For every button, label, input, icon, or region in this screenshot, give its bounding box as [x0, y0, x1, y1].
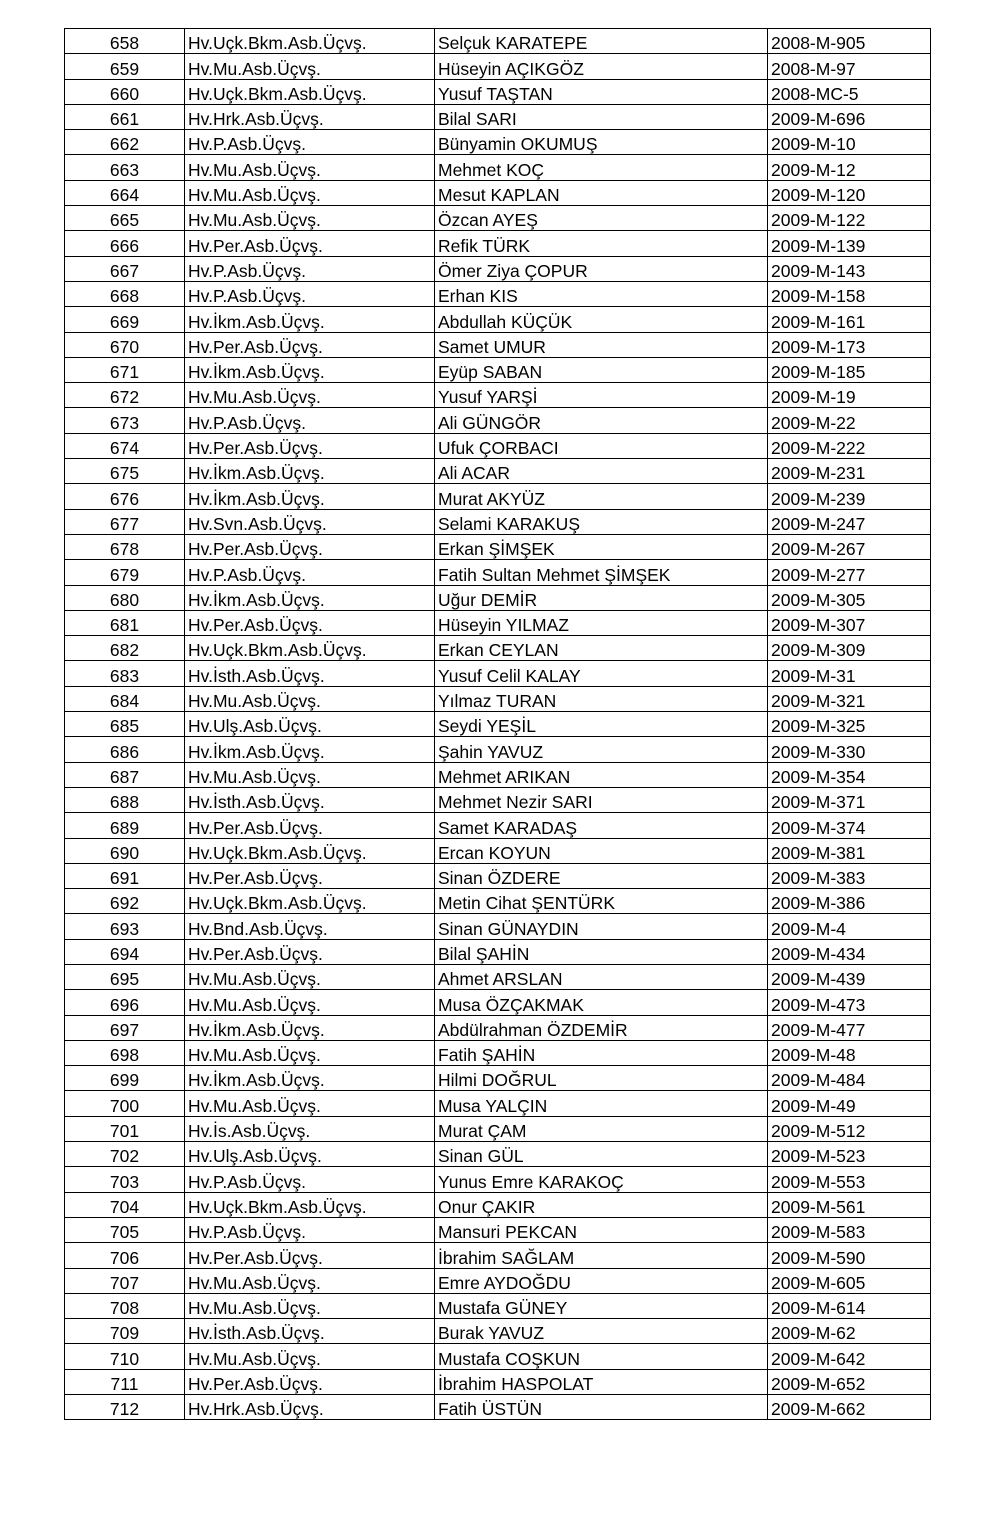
table-row: [65, 889, 931, 914]
name-cell: Samet KARADAŞ: [435, 813, 768, 838]
code-cell: 2009-M-325: [768, 712, 931, 737]
unit-cell: Hv.Per.Asb.Üçvş.: [185, 863, 435, 888]
row-number: 658: [65, 29, 185, 54]
code-cell: 2009-M-122: [768, 206, 931, 231]
name-cell: Mansuri PEKCAN: [435, 1217, 768, 1242]
name-cell: Fatih ÜSTÜN: [435, 1395, 768, 1420]
code-cell: 2008-M-905: [768, 29, 931, 54]
unit-cell: Hv.Mu.Asb.Üçvş.: [185, 686, 435, 711]
name-cell: Musa YALÇIN: [435, 1091, 768, 1116]
table-row: [65, 357, 931, 382]
unit-cell: Hv.Bnd.Asb.Üçvş.: [185, 914, 435, 939]
row-number: 695: [65, 964, 185, 989]
table-row: [65, 1015, 931, 1040]
name-cell: Murat AKYÜZ: [435, 484, 768, 509]
unit-cell: Hv.Mu.Asb.Üçvş.: [185, 964, 435, 989]
name-cell: Refik TÜRK: [435, 231, 768, 256]
unit-cell: Hv.Per.Asb.Üçvş.: [185, 332, 435, 357]
unit-cell: Hv.Per.Asb.Üçvş.: [185, 231, 435, 256]
table-row: [65, 560, 931, 585]
document-page: [64, 28, 930, 1420]
name-cell: Erkan ŞİMŞEK: [435, 534, 768, 559]
code-cell: 2009-M-371: [768, 787, 931, 812]
name-cell: Mehmet ARIKAN: [435, 762, 768, 787]
unit-cell: Hv.İsth.Asb.Üçvş.: [185, 661, 435, 686]
table-row: [65, 79, 931, 104]
unit-cell: Hv.İsth.Asb.Üçvş.: [185, 787, 435, 812]
table-row: [65, 332, 931, 357]
code-cell: 2009-M-239: [768, 484, 931, 509]
unit-cell: Hv.P.Asb.Üçvş.: [185, 408, 435, 433]
unit-cell: Hv.Uçk.Bkm.Asb.Üçvş.: [185, 1192, 435, 1217]
unit-cell: Hv.Per.Asb.Üçvş.: [185, 610, 435, 635]
code-cell: 2009-M-143: [768, 256, 931, 281]
unit-cell: Hv.Uçk.Bkm.Asb.Üçvş.: [185, 636, 435, 661]
row-number: 685: [65, 712, 185, 737]
table-row: [65, 990, 931, 1015]
unit-cell: Hv.Uçk.Bkm.Asb.Üçvş.: [185, 838, 435, 863]
row-number: 708: [65, 1293, 185, 1318]
table-row: [65, 686, 931, 711]
unit-cell: Hv.P.Asb.Üçvş.: [185, 130, 435, 155]
row-number: 665: [65, 206, 185, 231]
code-cell: 2009-M-662: [768, 1395, 931, 1420]
code-cell: 2009-M-330: [768, 737, 931, 762]
row-number: 696: [65, 990, 185, 1015]
unit-cell: Hv.Per.Asb.Üçvş.: [185, 433, 435, 458]
code-cell: 2009-M-309: [768, 636, 931, 661]
table-row: [65, 1344, 931, 1369]
code-cell: 2009-M-652: [768, 1369, 931, 1394]
name-cell: Hüseyin AÇIKGÖZ: [435, 54, 768, 79]
unit-cell: Hv.Mu.Asb.Üçvş.: [185, 180, 435, 205]
row-number: 667: [65, 256, 185, 281]
name-cell: Selçuk KARATEPE: [435, 29, 768, 54]
code-cell: 2009-M-158: [768, 281, 931, 306]
name-cell: Mustafa GÜNEY: [435, 1293, 768, 1318]
name-cell: Murat ÇAM: [435, 1116, 768, 1141]
table-row: [65, 408, 931, 433]
row-number: 711: [65, 1369, 185, 1394]
unit-cell: Hv.İkm.Asb.Üçvş.: [185, 1066, 435, 1091]
code-cell: 2009-M-22: [768, 408, 931, 433]
row-number: 705: [65, 1217, 185, 1242]
row-number: 702: [65, 1142, 185, 1167]
name-cell: Sinan GÜL: [435, 1142, 768, 1167]
row-number: 692: [65, 889, 185, 914]
name-cell: Bünyamin OKUMUŞ: [435, 130, 768, 155]
name-cell: Emre AYDOĞDU: [435, 1268, 768, 1293]
name-cell: Abdullah KÜÇÜK: [435, 307, 768, 332]
row-number: 687: [65, 762, 185, 787]
row-number: 662: [65, 130, 185, 155]
table-row: [65, 1268, 931, 1293]
unit-cell: Hv.Hrk.Asb.Üçvş.: [185, 1395, 435, 1420]
code-cell: 2009-M-583: [768, 1217, 931, 1242]
unit-cell: Hv.Uçk.Bkm.Asb.Üçvş.: [185, 29, 435, 54]
table-row: [65, 1142, 931, 1167]
table-row: [65, 1192, 931, 1217]
name-cell: Yusuf Celil KALAY: [435, 661, 768, 686]
name-cell: Sinan ÖZDERE: [435, 863, 768, 888]
code-cell: 2009-M-48: [768, 1040, 931, 1065]
name-cell: Fatih Sultan Mehmet ŞİMŞEK: [435, 560, 768, 585]
name-cell: Özcan AYEŞ: [435, 206, 768, 231]
code-cell: 2009-M-484: [768, 1066, 931, 1091]
unit-cell: Hv.Mu.Asb.Üçvş.: [185, 383, 435, 408]
unit-cell: Hv.Mu.Asb.Üçvş.: [185, 1293, 435, 1318]
name-cell: Mustafa COŞKUN: [435, 1344, 768, 1369]
code-cell: 2009-M-696: [768, 104, 931, 129]
row-number: 677: [65, 509, 185, 534]
table-row: [65, 155, 931, 180]
row-number: 676: [65, 484, 185, 509]
unit-cell: Hv.P.Asb.Üçvş.: [185, 1217, 435, 1242]
code-cell: 2009-M-354: [768, 762, 931, 787]
code-cell: 2009-M-381: [768, 838, 931, 863]
name-cell: Eyüp SABAN: [435, 357, 768, 382]
name-cell: Yılmaz TURAN: [435, 686, 768, 711]
table-row: [65, 307, 931, 332]
row-number: 706: [65, 1243, 185, 1268]
name-cell: Selami KARAKUŞ: [435, 509, 768, 534]
table-row: [65, 1066, 931, 1091]
row-number: 700: [65, 1091, 185, 1116]
code-cell: 2009-M-523: [768, 1142, 931, 1167]
row-number: 684: [65, 686, 185, 711]
table-row: [65, 534, 931, 559]
unit-cell: Hv.Ulş.Asb.Üçvş.: [185, 1142, 435, 1167]
code-cell: 2009-M-439: [768, 964, 931, 989]
row-number: 709: [65, 1319, 185, 1344]
table-row: [65, 29, 931, 54]
table-row: [65, 130, 931, 155]
row-number: 674: [65, 433, 185, 458]
row-number: 671: [65, 357, 185, 382]
table-row: [65, 459, 931, 484]
code-cell: 2009-M-477: [768, 1015, 931, 1040]
code-cell: 2009-M-139: [768, 231, 931, 256]
code-cell: 2009-M-614: [768, 1293, 931, 1318]
table-row: [65, 1091, 931, 1116]
row-number: 668: [65, 281, 185, 306]
row-number: 663: [65, 155, 185, 180]
row-number: 673: [65, 408, 185, 433]
code-cell: 2009-M-434: [768, 939, 931, 964]
name-cell: Mehmet KOÇ: [435, 155, 768, 180]
code-cell: 2009-M-321: [768, 686, 931, 711]
table-row: [65, 256, 931, 281]
table-row: [65, 737, 931, 762]
unit-cell: Hv.Uçk.Bkm.Asb.Üçvş.: [185, 889, 435, 914]
name-cell: Burak YAVUZ: [435, 1319, 768, 1344]
unit-cell: Hv.Mu.Asb.Üçvş.: [185, 54, 435, 79]
table-row: [65, 1369, 931, 1394]
code-cell: 2009-M-173: [768, 332, 931, 357]
name-cell: Erhan KIS: [435, 281, 768, 306]
row-number: 698: [65, 1040, 185, 1065]
table-row: [65, 104, 931, 129]
unit-cell: Hv.İkm.Asb.Üçvş.: [185, 459, 435, 484]
name-cell: Sinan GÜNAYDIN: [435, 914, 768, 939]
personnel-table: [64, 28, 931, 1420]
unit-cell: Hv.Mu.Asb.Üçvş.: [185, 155, 435, 180]
name-cell: Abdülrahman ÖZDEMİR: [435, 1015, 768, 1040]
unit-cell: Hv.İkm.Asb.Üçvş.: [185, 484, 435, 509]
unit-cell: Hv.Mu.Asb.Üçvş.: [185, 1344, 435, 1369]
name-cell: Mesut KAPLAN: [435, 180, 768, 205]
name-cell: Seydi YEŞİL: [435, 712, 768, 737]
code-cell: 2009-M-473: [768, 990, 931, 1015]
name-cell: Bilal SARI: [435, 104, 768, 129]
table-row: [65, 712, 931, 737]
row-number: 697: [65, 1015, 185, 1040]
unit-cell: Hv.Ulş.Asb.Üçvş.: [185, 712, 435, 737]
code-cell: 2009-M-642: [768, 1344, 931, 1369]
table-row: [65, 484, 931, 509]
code-cell: 2009-M-12: [768, 155, 931, 180]
name-cell: Fatih ŞAHİN: [435, 1040, 768, 1065]
unit-cell: Hv.Per.Asb.Üçvş.: [185, 813, 435, 838]
table-row: [65, 914, 931, 939]
table-row: [65, 939, 931, 964]
unit-cell: Hv.İkm.Asb.Üçvş.: [185, 1015, 435, 1040]
unit-cell: Hv.İkm.Asb.Üçvş.: [185, 737, 435, 762]
unit-cell: Hv.Per.Asb.Üçvş.: [185, 1369, 435, 1394]
table-row: [65, 1167, 931, 1192]
unit-cell: Hv.İkm.Asb.Üçvş.: [185, 307, 435, 332]
table-row: [65, 610, 931, 635]
name-cell: İbrahim SAĞLAM: [435, 1243, 768, 1268]
row-number: 690: [65, 838, 185, 863]
table-row: [65, 433, 931, 458]
table-row: [65, 661, 931, 686]
name-cell: Bilal ŞAHİN: [435, 939, 768, 964]
row-number: 704: [65, 1192, 185, 1217]
table-row: [65, 585, 931, 610]
table-row: [65, 863, 931, 888]
unit-cell: Hv.Uçk.Bkm.Asb.Üçvş.: [185, 79, 435, 104]
unit-cell: Hv.Mu.Asb.Üçvş.: [185, 206, 435, 231]
code-cell: 2009-M-553: [768, 1167, 931, 1192]
code-cell: 2008-MC-5: [768, 79, 931, 104]
code-cell: 2009-M-19: [768, 383, 931, 408]
table-row: [65, 206, 931, 231]
name-cell: Metin Cihat ŞENTÜRK: [435, 889, 768, 914]
name-cell: Samet UMUR: [435, 332, 768, 357]
unit-cell: Hv.Mu.Asb.Üçvş.: [185, 1268, 435, 1293]
table-row: [65, 54, 931, 79]
unit-cell: Hv.Mu.Asb.Üçvş.: [185, 990, 435, 1015]
table-row: [65, 964, 931, 989]
name-cell: Yusuf TAŞTAN: [435, 79, 768, 104]
code-cell: 2009-M-4: [768, 914, 931, 939]
row-number: 670: [65, 332, 185, 357]
name-cell: Hilmi DOĞRUL: [435, 1066, 768, 1091]
unit-cell: Hv.İkm.Asb.Üçvş.: [185, 357, 435, 382]
code-cell: 2009-M-383: [768, 863, 931, 888]
code-cell: 2009-M-386: [768, 889, 931, 914]
row-number: 689: [65, 813, 185, 838]
code-cell: 2009-M-605: [768, 1268, 931, 1293]
unit-cell: Hv.Svn.Asb.Üçvş.: [185, 509, 435, 534]
row-number: 659: [65, 54, 185, 79]
row-number: 712: [65, 1395, 185, 1420]
code-cell: 2009-M-62: [768, 1319, 931, 1344]
row-number: 666: [65, 231, 185, 256]
code-cell: 2009-M-590: [768, 1243, 931, 1268]
row-number: 693: [65, 914, 185, 939]
table-row: [65, 1116, 931, 1141]
row-number: 678: [65, 534, 185, 559]
name-cell: Onur ÇAKIR: [435, 1192, 768, 1217]
code-cell: 2009-M-305: [768, 585, 931, 610]
name-cell: Ercan KOYUN: [435, 838, 768, 863]
row-number: 660: [65, 79, 185, 104]
code-cell: 2009-M-267: [768, 534, 931, 559]
name-cell: Yusuf YARŞİ: [435, 383, 768, 408]
row-number: 686: [65, 737, 185, 762]
row-number: 703: [65, 1167, 185, 1192]
table-row: [65, 231, 931, 256]
unit-cell: Hv.Per.Asb.Üçvş.: [185, 1243, 435, 1268]
name-cell: Ali ACAR: [435, 459, 768, 484]
unit-cell: Hv.İs.Asb.Üçvş.: [185, 1116, 435, 1141]
code-cell: 2009-M-307: [768, 610, 931, 635]
code-cell: 2009-M-561: [768, 1192, 931, 1217]
row-number: 675: [65, 459, 185, 484]
unit-cell: Hv.Per.Asb.Üçvş.: [185, 939, 435, 964]
table-row: [65, 1243, 931, 1268]
code-cell: 2009-M-231: [768, 459, 931, 484]
name-cell: Musa ÖZÇAKMAK: [435, 990, 768, 1015]
code-cell: 2009-M-161: [768, 307, 931, 332]
name-cell: Hüseyin YILMAZ: [435, 610, 768, 635]
table-row: [65, 1293, 931, 1318]
row-number: 683: [65, 661, 185, 686]
row-number: 688: [65, 787, 185, 812]
row-number: 661: [65, 104, 185, 129]
table-row: [65, 787, 931, 812]
unit-cell: Hv.İkm.Asb.Üçvş.: [185, 585, 435, 610]
table-row: [65, 180, 931, 205]
row-number: 681: [65, 610, 185, 635]
table-row: [65, 1395, 931, 1420]
name-cell: Ali GÜNGÖR: [435, 408, 768, 433]
unit-cell: Hv.P.Asb.Üçvş.: [185, 256, 435, 281]
code-cell: 2009-M-120: [768, 180, 931, 205]
name-cell: Yunus Emre KARAKOÇ: [435, 1167, 768, 1192]
table-row: [65, 1217, 931, 1242]
unit-cell: Hv.P.Asb.Üçvş.: [185, 1167, 435, 1192]
table-row: [65, 281, 931, 306]
code-cell: 2009-M-10: [768, 130, 931, 155]
code-cell: 2009-M-31: [768, 661, 931, 686]
code-cell: 2009-M-49: [768, 1091, 931, 1116]
name-cell: Ömer Ziya ÇOPUR: [435, 256, 768, 281]
row-number: 701: [65, 1116, 185, 1141]
row-number: 679: [65, 560, 185, 585]
table-row: [65, 1040, 931, 1065]
table-row: [65, 1319, 931, 1344]
table-row: [65, 838, 931, 863]
table-row: [65, 509, 931, 534]
name-cell: Şahin YAVUZ: [435, 737, 768, 762]
code-cell: 2009-M-374: [768, 813, 931, 838]
code-cell: 2008-M-97: [768, 54, 931, 79]
name-cell: Ufuk ÇORBACI: [435, 433, 768, 458]
table-body: [65, 29, 931, 1420]
code-cell: 2009-M-277: [768, 560, 931, 585]
table-row: [65, 383, 931, 408]
row-number: 664: [65, 180, 185, 205]
row-number: 691: [65, 863, 185, 888]
unit-cell: Hv.Per.Asb.Üçvş.: [185, 534, 435, 559]
name-cell: Ahmet ARSLAN: [435, 964, 768, 989]
row-number: 682: [65, 636, 185, 661]
code-cell: 2009-M-185: [768, 357, 931, 382]
row-number: 707: [65, 1268, 185, 1293]
unit-cell: Hv.İsth.Asb.Üçvş.: [185, 1319, 435, 1344]
name-cell: Erkan CEYLAN: [435, 636, 768, 661]
unit-cell: Hv.Hrk.Asb.Üçvş.: [185, 104, 435, 129]
table-row: [65, 762, 931, 787]
row-number: 669: [65, 307, 185, 332]
unit-cell: Hv.P.Asb.Üçvş.: [185, 560, 435, 585]
unit-cell: Hv.Mu.Asb.Üçvş.: [185, 762, 435, 787]
table-row: [65, 636, 931, 661]
row-number: 710: [65, 1344, 185, 1369]
code-cell: 2009-M-247: [768, 509, 931, 534]
row-number: 680: [65, 585, 185, 610]
row-number: 672: [65, 383, 185, 408]
table-row: [65, 813, 931, 838]
name-cell: Uğur DEMİR: [435, 585, 768, 610]
row-number: 699: [65, 1066, 185, 1091]
code-cell: 2009-M-222: [768, 433, 931, 458]
unit-cell: Hv.P.Asb.Üçvş.: [185, 281, 435, 306]
code-cell: 2009-M-512: [768, 1116, 931, 1141]
name-cell: Mehmet Nezir SARI: [435, 787, 768, 812]
row-number: 694: [65, 939, 185, 964]
name-cell: İbrahim HASPOLAT: [435, 1369, 768, 1394]
unit-cell: Hv.Mu.Asb.Üçvş.: [185, 1091, 435, 1116]
unit-cell: Hv.Mu.Asb.Üçvş.: [185, 1040, 435, 1065]
